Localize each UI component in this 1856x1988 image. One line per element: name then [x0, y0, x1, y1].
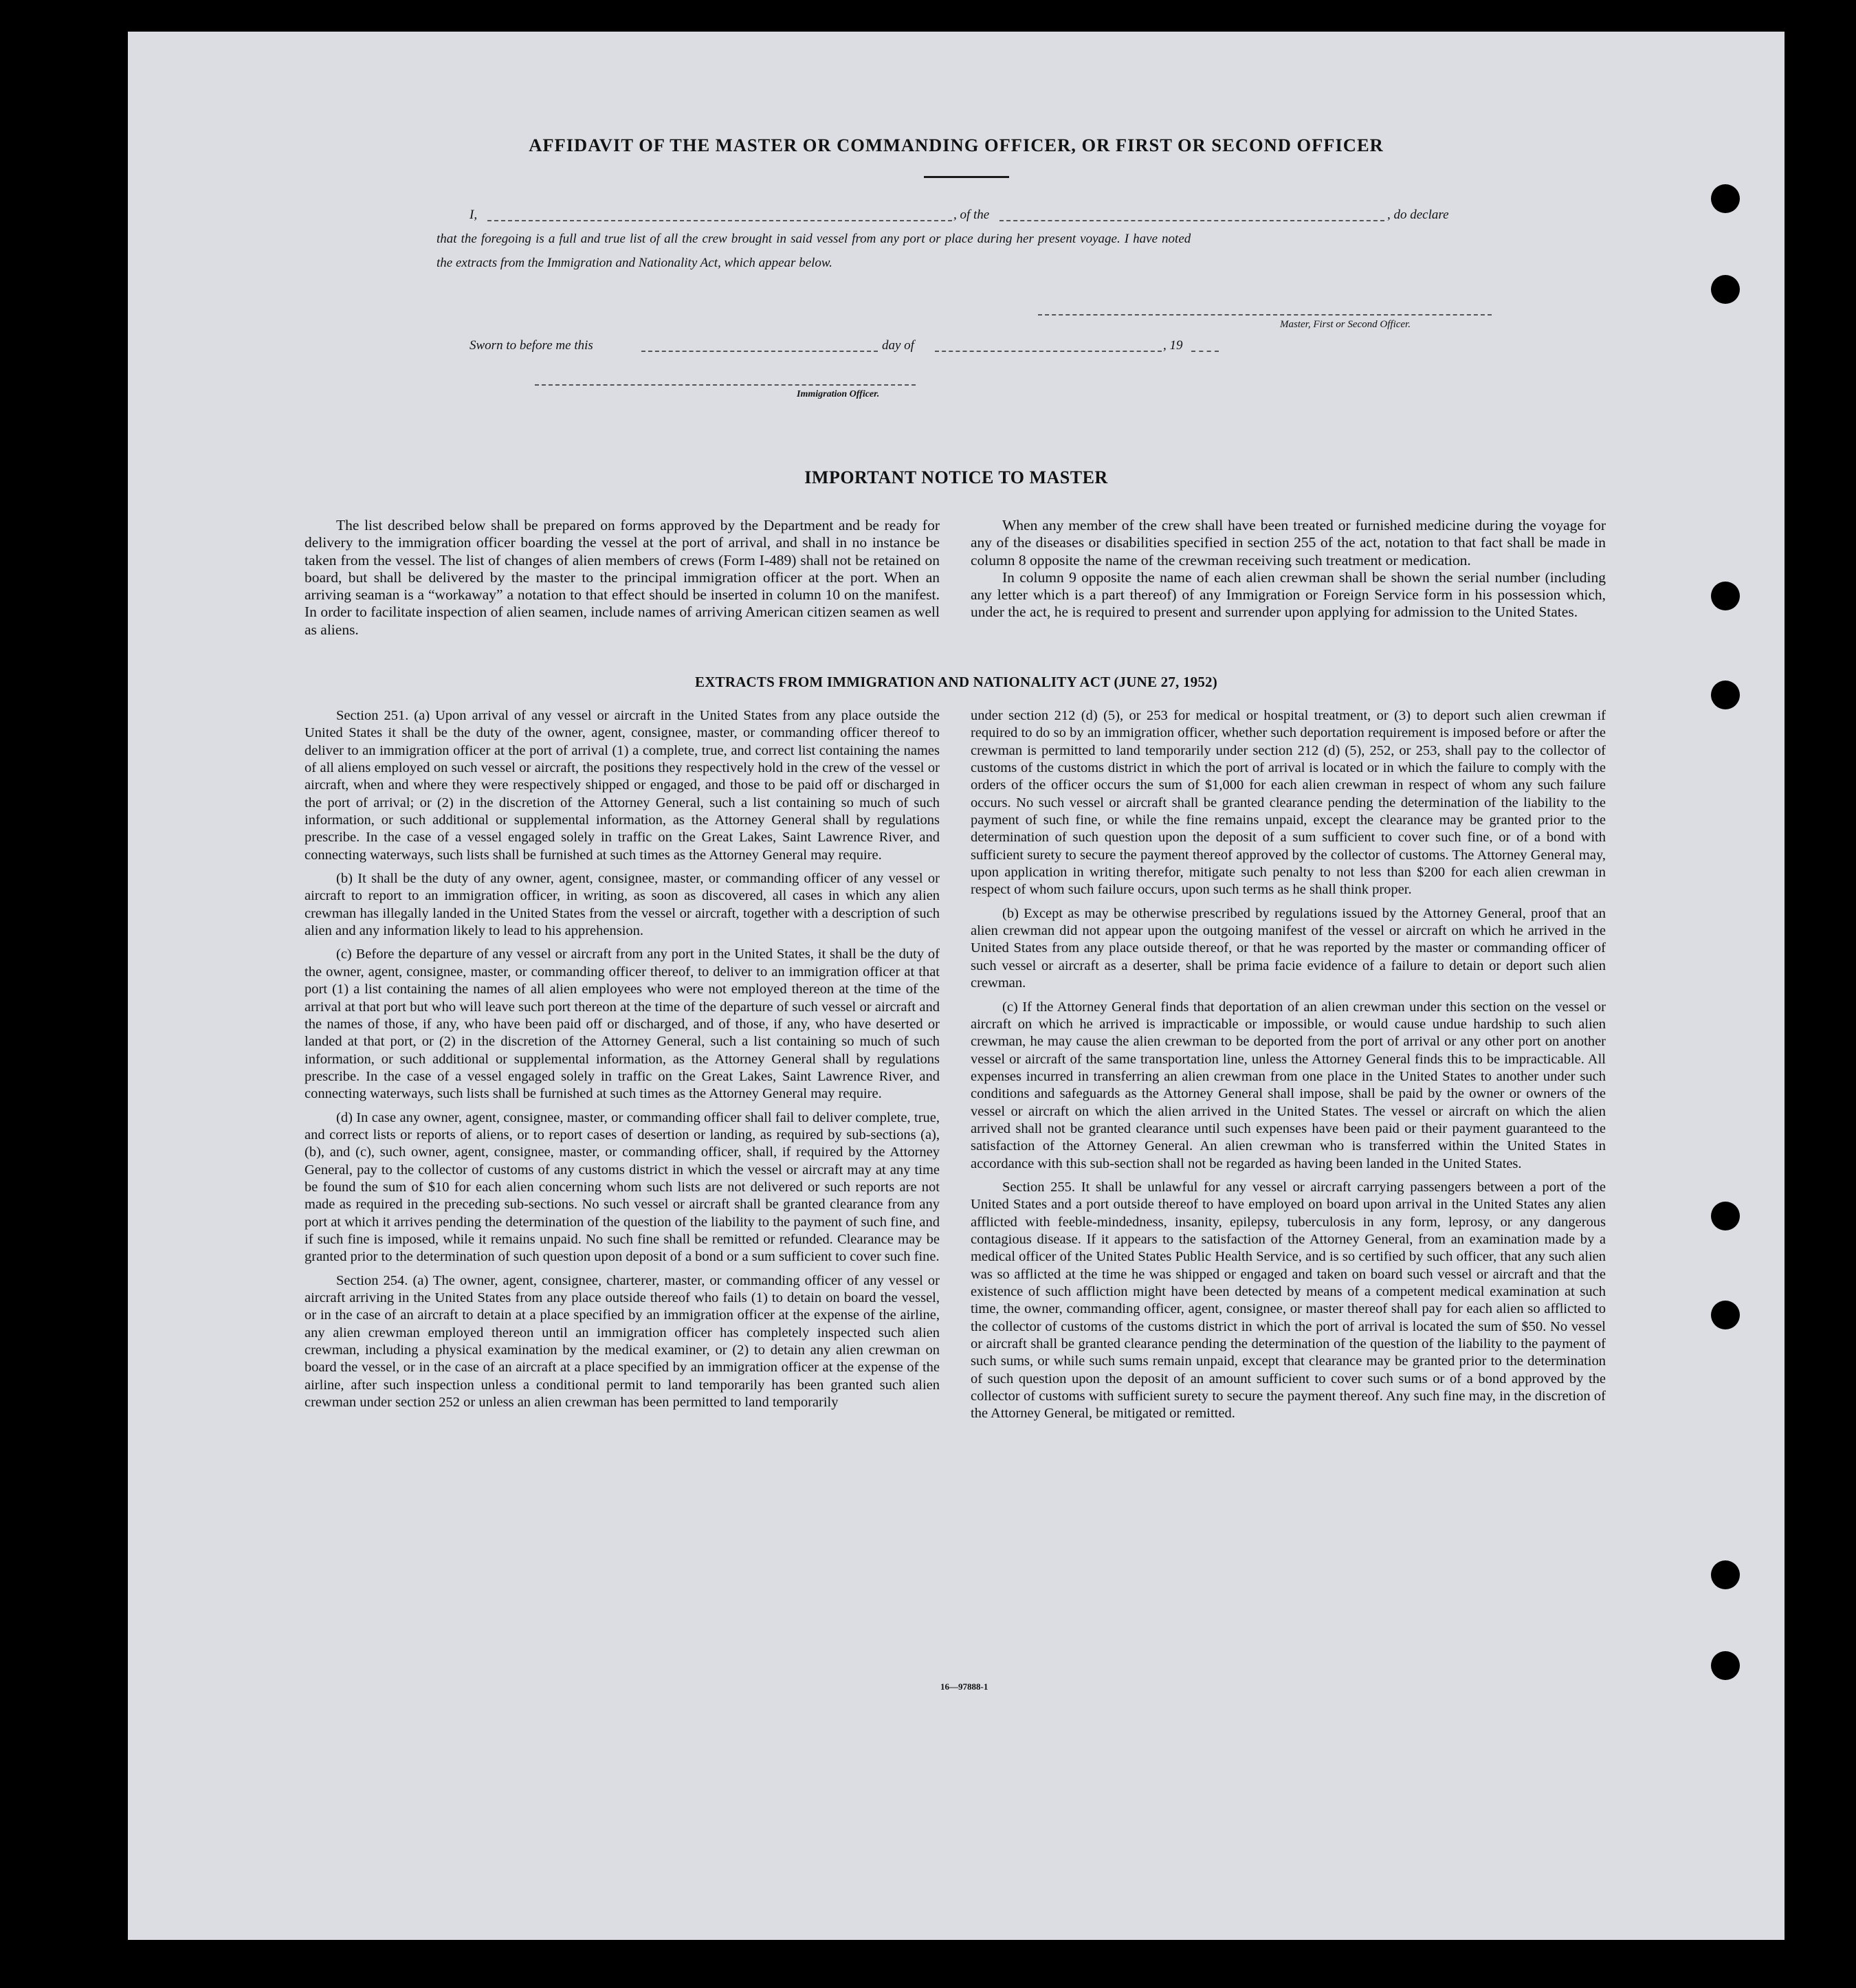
form-code: 16—97888-1 — [940, 1681, 988, 1692]
title-rule — [924, 176, 1009, 178]
section-254-b: (b) Except as may be otherwise prescribed by regulations issued by the Attorney General, proof that an alien crewman did not appear upon the outgoing manifest of the vessel or aircraft on which he arrived in the United States from any place outside thereof, or that he was reported by the master or commanding officer of such vessel or aircraft as a deserter, shall be prima facie evidence of a failure to detain or deport such alien crewman. — [971, 905, 1606, 991]
notice-left-paragraph — [305, 517, 940, 639]
of-the-label: , of the — [953, 208, 990, 222]
section-255: Section 255. It shall be unlawful for any vessel or aircraft carrying passengers between a port of the United States and a port outside thereof to have employed on board upon arrival in the United States any alien afflicted with feeble-mindedness, insanity, epilepsy, tuberculosis in any form, leprosy, or any dangerous contagious disease. If it appears to the satisfaction of the Attorney General, from an examination made by a medical officer of the United States Public Health Service, and is so certified by such officer, that any such alien was so afflicted at the time he was shipped or engaged and taken on board such vessel or aircraft and that the existence of such affliction might have been detected by means of a competent medical examination at such time, the owner, commanding officer, agent, consignee, or master thereof shall pay for each alien so afflicted to the collector of customs of the customs district in which the port of arrival is located the sum of $50. No vessel or aircraft shall be granted clearance pending the determination of the question of the liability to the payment of such sums, or while such sums remain unpaid, except that clearance may be granted prior to the determination of such question upon the deposit of an amount sufficient to cover such sums or of a bond approved by the collector of customs with sufficient surety to secure the payment thereof. Any such fine may, in the discretion of the Attorney General, be mitigated or remitted. — [971, 1179, 1606, 1422]
notice-left-text: The list described below shall be prepared on forms approved by the Department and be ready for delivery to the immigration officer boarding the vessel at the port of arrival, and shall in no instance be taken from the vessel. The list of changes of alien members of crews (Form I-489) shall not be retained on board, but shall be delivered by the master to the principal immigration officer at the port. When an arriving seaman is a “workaway” a notation to that effect should be inserted in column 10 on the manifest. In order to facilitate inspection of alien seamen, include names of arriving American citizen seamen as well as aliens. — [305, 517, 940, 638]
notice-right-paragraph — [971, 517, 1606, 621]
vessel-blank — [999, 220, 1384, 221]
name-blank — [487, 220, 952, 221]
notice-title: IMPORTANT NOTICE TO MASTER — [804, 467, 1108, 487]
signature-label: Master, First or Second Officer. — [1280, 319, 1411, 330]
binder-hole — [1711, 582, 1740, 610]
binder-hole — [1711, 184, 1740, 213]
do-declare-label: , do declare — [1387, 208, 1449, 222]
extracts-left-column — [305, 707, 940, 1417]
binder-hole — [1711, 1301, 1740, 1329]
sworn-month-blank — [935, 351, 1162, 352]
declaration-line-2: that the foregoing is a full and true list of all the crew brought in said vessel from any port or place during her present voyage. I have noted — [437, 232, 1191, 246]
extracts-right-column — [971, 707, 1606, 1429]
section-254-c: (c) If the Attorney General finds that deportation of an alien crewman under this section on the vessel or aircraft on which he arrived is impracticable or impossible, or would cause undue hardship to such alien crewman, he may cause the alien crewman to be deported from the port of arrival or any other port on another vessel or aircraft of the same transportation line, unless the Attorney General finds this to be impracticable. All expenses incurred in transferring an alien crewman from one place in the United States to another under such conditions and safeguards as the Attorney General shall impose, shall be paid by the owner or owners of the vessel or aircraft on which the alien arrived in the United States. The vessel or aircraft on which the alien arrived shall not be granted clearance until such expenses have been paid or their payment guaranteed to the satisfaction of the Attorney General. An alien crewman who is transferred within the United States in accordance with this sub-section shall not be regarded as having been landed in the United States. — [971, 999, 1606, 1171]
declaration-line-3: the extracts from the Immigration and Nationality Act, which appear below. — [437, 256, 832, 270]
extracts-title: EXTRACTS FROM IMMIGRATION AND NATIONALITY ACT (JUNE 27, 1952) — [695, 674, 1217, 690]
section-254-a-continued: under section 212 (d) (5), or 253 for medical or hospital treatment, or (3) to deport such alien crewman if required to do so by an immigration officer, whether such deportation requirement is imposed before or after the crewman is permitted to land temporarily under section 212 (d) (5), 252, or 253, shall pay to the collector of customs of the customs district in which the port of arrival is located or in which the failure to comply with the orders of the officer occurs the sum of $1,000 for each alien crewman in respect of whom any such failure occurs. No such vessel or aircraft shall be granted clearance pending the determination of the liability to the payment of such fine, or while the fine remains unpaid, except the clearance may be granted prior to the determination of such question upon the deposit of a sum sufficient to cover such fine, or of a bond with sufficient surety to secure the payment thereof approved by the collector of customs. The Attorney General may, upon application in writing therefor, mitigate such penalty to not less than $200 for each alien crewman in respect of whom such failure occurs, upon such terms as he shall think proper. — [971, 708, 1606, 898]
year-label: , 19 — [1163, 338, 1183, 353]
i-label: I, — [469, 208, 478, 222]
document-page — [128, 32, 1785, 1940]
binder-hole — [1711, 1202, 1740, 1230]
officer-label: Immigration Officer. — [797, 389, 880, 399]
notice-right-text-1: When any member of the crew shall have been treated or furnished medicine during the voyage for any of the diseases or disabilities specified in section 255 of the act, notation to that fact shall be made in column 8 opposite the name of the crewman receiving such treatment or medication. — [971, 517, 1606, 568]
section-251-d: (d) In case any owner, agent, consignee, master, or commanding officer shall fail to deliver complete, true, and correct lists or reports of aliens, or to report cases of desertion or landing, as required by sub-sections (a), (b), and (c), such owner, agent, consignee, master, or commanding officer, shall, if required by the Attorney General, pay to the collector of customs of any customs district in which the vessel or aircraft may at any time be found the sum of $10 for each alien concerning whom such lists are not delivered or such reports are not made as required in the preceding sub-sections. No such vessel or aircraft shall be granted clearance from any port at which it arrives pending the determination of the question of the liability to the payment of such fine, and if such fine is imposed, while it remains unpaid. No such fine shall be remitted or refunded. Clearance may be granted prior to the determination of such question upon deposit of a bond or a sum sufficient to cover such fine. — [305, 1109, 940, 1265]
binder-hole — [1711, 275, 1740, 304]
notice-right-text-2: In column 9 opposite the name of each alien crewman shall be shown the serial number (including any letter which is a part thereof) of any Immigration or Foreign Service form in his possession which, under the act, he is required to present and surrender upon applying for admission to the United States. — [971, 568, 1606, 621]
sworn-day-blank — [641, 351, 878, 352]
sworn-label: Sworn to before me this — [469, 338, 593, 353]
sworn-year-blank — [1191, 351, 1219, 352]
section-251-a: Section 251. (a) Upon arrival of any vessel or aircraft in the United States from any place outside the United States it shall be the duty of the owner, agent, consignee, master, or commanding officer thereof to deliver to an immigration officer at the port of arrival (1) a complete, true, and correct list containing the names of all aliens employed on such vessel or aircraft, the positions they respectively hold in the crew of the vessel or aircraft, when and where they were respectively shipped or engaged, and those to be paid off or discharged in the port of arrival; or (2) in the discretion of the Attorney General, such a list containing so much of such information, or such additional or supplemental information, as the Attorney General shall by regulations prescribe. In the case of a vessel engaged solely in traffic on the Great Lakes, Saint Lawrence River, and connecting waterways, such lists shall be furnished at such times as the Attorney General may require. — [305, 708, 940, 863]
officer-signature-line — [535, 384, 916, 386]
binder-hole — [1711, 1560, 1740, 1589]
section-251-b: (b) It shall be the duty of any owner, agent, consignee, master, or commanding officer of any vessel or aircraft to report to an immigration officer, in writing, as soon as discovered, all cases in which any alien crewman has illegally landed in the United States from the vessel or aircraft, together with a description of such alien and any information likely to lead to his apprehension. — [305, 871, 940, 939]
signature-line — [1038, 314, 1492, 316]
section-254-a: Section 254. (a) The owner, agent, consignee, charterer, master, or commanding officer of any vessel or aircraft arriving in the United States from any place outside thereof who fails (1) to detain on board the vessel, or in the case of an aircraft to detain at a place specified by an immigration officer at the expense of the airline, any alien crewman employed thereon until an immigration officer has completely inspected such alien crewman, including a physical examination by the medical examiner, or (2) to detain any alien crewman on board the vessel, or in the case of an aircraft at a place specified by an immigration officer at the expense of the airline, after such inspection unless a conditional permit to land temporarily has been granted such alien crewman under section 252 or unless an alien crewman has been permitted to land temporarily — [305, 1272, 940, 1411]
binder-hole — [1711, 1651, 1740, 1680]
day-of-label: day of — [882, 338, 914, 353]
section-251-c: (c) Before the departure of any vessel or aircraft from any port in the United States, it shall be the duty of the owner, agent, consignee, master, or commanding officer thereof, to deliver to an immigration officer at that port (1) a list containing the names of all alien employees who were not employed thereon at the time of the arrival at that port but who will leave such port thereon at the time of the departure of such vessel or aircraft and the names of those, if any, who have been paid off or discharged, and of those, if any, who have deserted or landed at that port, or (2) in the discretion of the Attorney General, such a list containing so much of such information, or such additional or supplemental information, as the Attorney General shall by regulations prescribe. In the case of a vessel engaged solely in traffic on the Great Lakes, Saint Lawrence River, and connecting waterways, such lists shall be furnished at such times as the Attorney General may require. — [305, 947, 940, 1102]
affidavit-title: AFFIDAVIT OF THE MASTER OR COMMANDING OFFICER, OR FIRST OR SECOND OFFICER — [529, 135, 1384, 155]
